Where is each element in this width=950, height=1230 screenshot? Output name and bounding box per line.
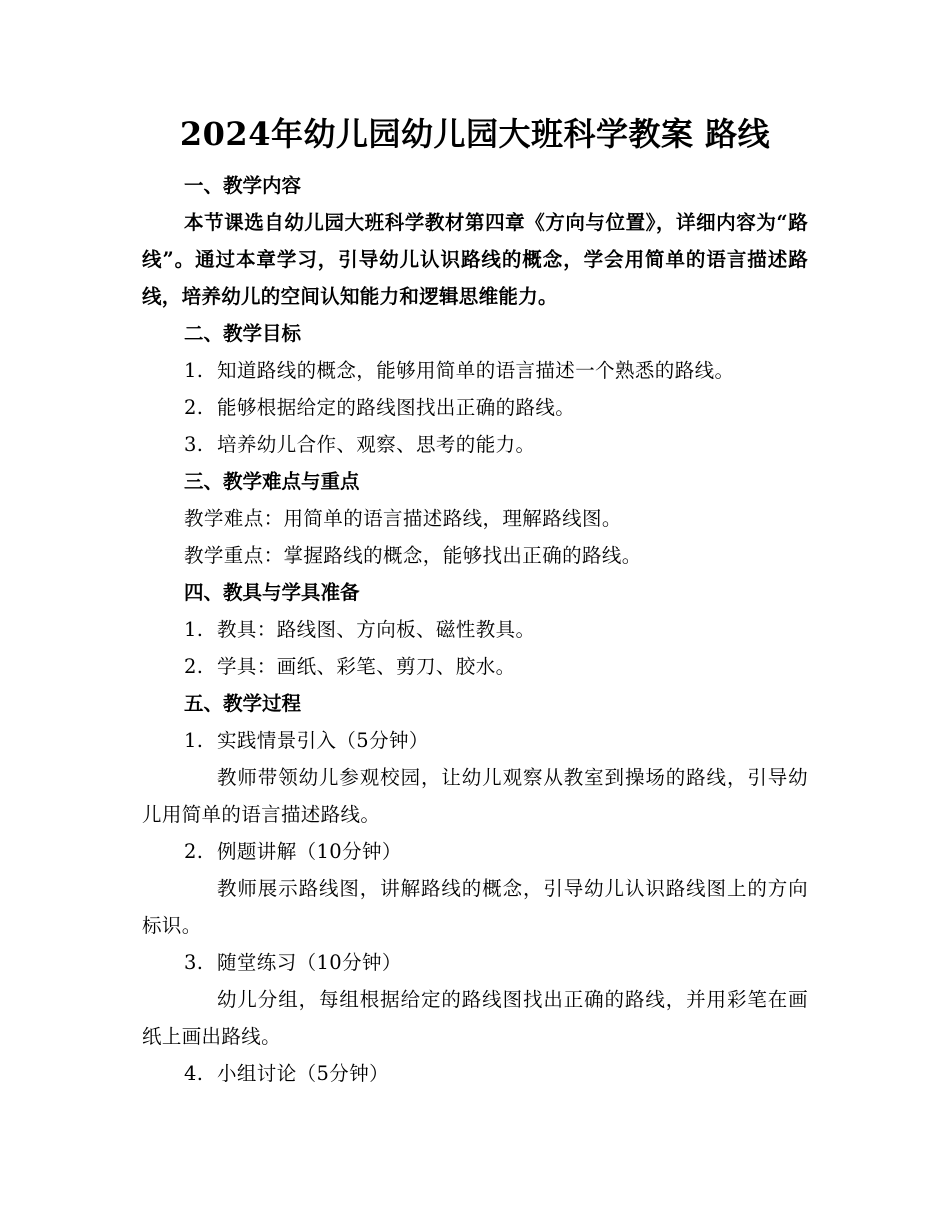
list-text: 实践情景引入（5分钟） xyxy=(217,729,429,752)
list-number: 4. xyxy=(184,1062,204,1085)
list-text: 小组讨论（5分钟） xyxy=(217,1062,390,1085)
list-number: 2. xyxy=(184,840,204,863)
list-number: 3. xyxy=(184,951,204,974)
document-body xyxy=(142,167,808,1092)
section-content-paragraph: 本节课选自幼儿园大班科学教材第四章《方向与位置》，详细内容为“路线”。通过本章学习，引导幼儿认识路线的概念，学会用简单的语言描述路线，培养幼儿的空间认知能力和逻辑思维能力。 xyxy=(142,211,808,308)
list-text: 能够根据给定的路线图找出正确的路线。 xyxy=(217,396,576,419)
process-step-title xyxy=(142,944,808,981)
section-heading-difficulty: 三、教学难点与重点 xyxy=(184,470,360,493)
process-step-title xyxy=(142,833,808,870)
list-number: 1. xyxy=(184,359,204,382)
list-number: 3. xyxy=(184,433,204,456)
list-text: 随堂练习（10分钟） xyxy=(217,951,402,974)
material-item xyxy=(142,648,808,685)
document-title: 2024年幼儿园幼儿园大班科学教案 路线 xyxy=(179,115,771,153)
section-heading-process: 五、教学过程 xyxy=(184,692,302,715)
process-step-paragraph: 教师展示路线图，讲解路线的概念，引导幼儿认识路线图上的方向标识。 xyxy=(142,877,808,937)
process-step-paragraph: 幼儿分组，每组根据给定的路线图找出正确的路线，并用彩笔在画纸上画出路线。 xyxy=(142,988,808,1048)
list-text: 培养幼儿合作、观察、思考的能力。 xyxy=(217,433,536,456)
objective-item xyxy=(142,352,808,389)
objective-item xyxy=(142,426,808,463)
process-step-title xyxy=(142,1055,808,1092)
section-heading-objectives: 二、教学目标 xyxy=(184,322,302,345)
list-number: 2. xyxy=(184,655,204,678)
list-number: 1. xyxy=(184,618,204,641)
list-number: 1. xyxy=(184,729,204,752)
process-step-paragraph: 教师带领幼儿参观校园，让幼儿观察从教室到操场的路线，引导幼儿用简单的语言描述路线。 xyxy=(142,766,808,826)
section-heading-content: 一、教学内容 xyxy=(184,174,302,197)
list-text: 例题讲解（10分钟） xyxy=(217,840,402,863)
section-heading-materials: 四、教具与学具准备 xyxy=(184,581,360,604)
list-number: 2. xyxy=(184,396,204,419)
process-step-title xyxy=(142,722,808,759)
objective-item xyxy=(142,389,808,426)
list-text: 知道路线的概念，能够用简单的语言描述一个熟悉的路线。 xyxy=(217,359,735,382)
list-text: 学具：画纸、彩笔、剪刀、胶水。 xyxy=(217,655,516,678)
material-item xyxy=(142,611,808,648)
difficulty-line: 教学难点：用简单的语言描述路线，理解路线图。 xyxy=(184,507,622,530)
focus-line: 教学重点：掌握路线的概念，能够找出正确的路线。 xyxy=(184,544,642,567)
list-text: 教具：路线图、方向板、磁性教具。 xyxy=(217,618,536,641)
